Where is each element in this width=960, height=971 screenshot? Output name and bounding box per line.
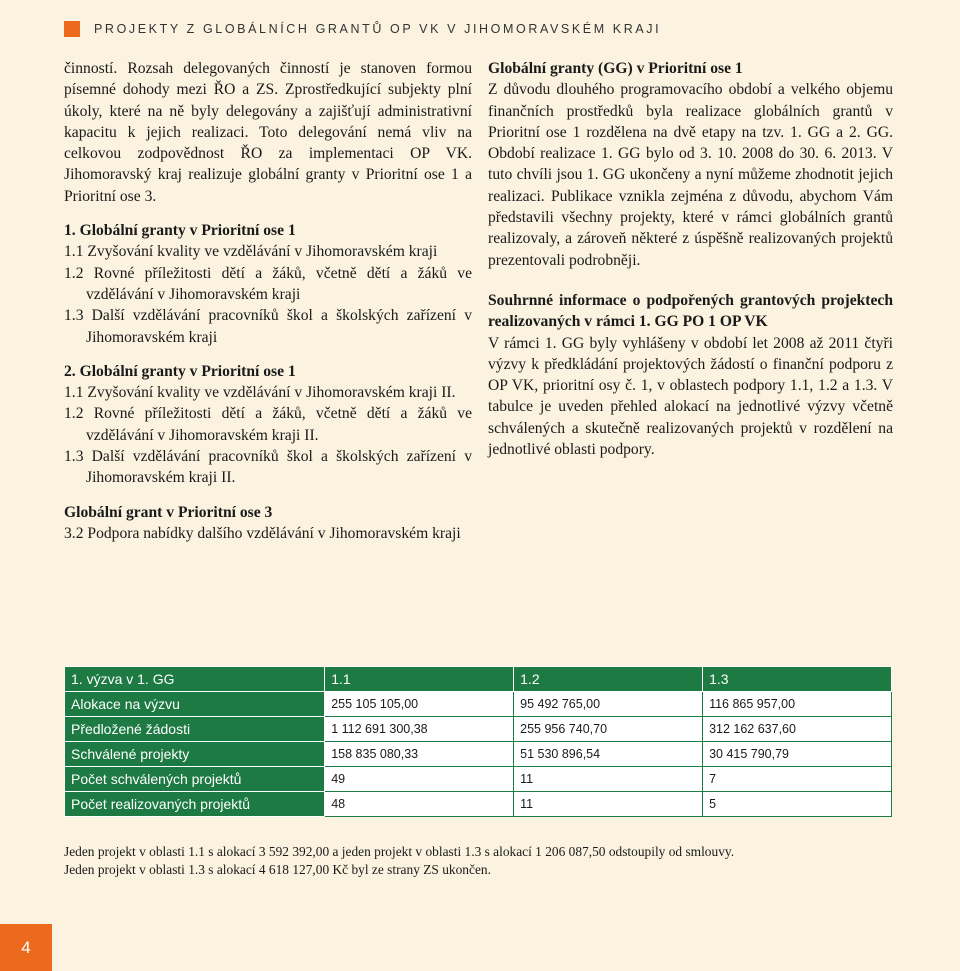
table-cell: 5 <box>703 792 892 817</box>
running-header-title: PROJEKTY Z GLOBÁLNÍCH GRANTŮ OP VK V JIHOMORAVSKÉM KRAJI <box>94 22 662 36</box>
right-paragraph-2: V rámci 1. GG byly vyhlášeny v období let 2008 až 2011 čtyři výzvy k předkládání projektových žádostí o finanční podporu z OP VK, prioritní osy č. 1, v oblastech podpory 1.1, 1.2 a 1.3. V tabulce je uveden přehled alokací na jednotlivé výzvy včetně schválených a skutečně realizovaných projektů v rozdělení na jednotlivé oblasti podpory. <box>488 334 893 459</box>
list-item: 3.2 Podpora nabídky dalšího vzdělávání v Jihomoravském kraji <box>64 524 461 542</box>
page-number: 4 <box>21 937 31 957</box>
table-cell: 11 <box>514 792 703 817</box>
right-column <box>488 58 893 460</box>
right-paragraph-1: Z důvodu dlouhého programovacího období a velkého objemu finančních prostředků byla realizace globálních grantů v Prioritní ose 1 rozdělena na dvě etapy na tzv. 1. GG a 2. GG. Období realizace 1. GG bylo od 3. 10. 2008 do 30. 6. 2013. V tuto chvíli jsou 1. GG ukončeny a nyní můžeme zhodnotit jejich realizaci. Publikace vznikla zejména z důvodu, abychom Vám představili všechny projekty, které v rámci globálních grantů realizovaly, a zároveň některé z úspěšně realizovaných projektů prezentovali podrobněji. <box>488 81 893 269</box>
right-heading-gg: Globální granty (GG) v Prioritní ose 1 <box>488 60 743 77</box>
table-row <box>65 767 892 792</box>
table-row <box>65 742 892 767</box>
table-header-cell: 1.1 <box>325 667 514 692</box>
footnote: Jeden projekt v oblasti 1.1 s alokací 3 592 392,00 a jeden projekt v oblasti 1.3 s alokací 1 206 087,50 odstoupily od smlouvy. <box>64 844 735 859</box>
intro-paragraph: činností. Rozsah delegovaných činností je stanoven formou písemné dohody mezi ŘO a ZS. Zprostředkující subjekty plní úkoly, které na ně byly delegovány a zajišťují administrativní kapacitu k jejich realizaci. Toto delegování nemá vliv na celkovou zodpovědnost ŘO za implementaci OP VK. Jihomoravský kraj realizuje globální granty v Prioritní ose 1 a Prioritní ose 3. <box>64 60 472 205</box>
table-notes <box>64 843 924 878</box>
table-cell: 116 865 957,00 <box>703 692 892 717</box>
table-cell: 95 492 765,00 <box>514 692 703 717</box>
section-heading-gg1: 1. Globální granty v Prioritní ose 1 <box>64 222 296 240</box>
row-label: Alokace na výzvu <box>65 692 325 717</box>
table-cell: 30 415 790,79 <box>703 742 892 767</box>
table-cell: 158 835 080,33 <box>325 742 514 767</box>
list-item: 1.2 Rovné příležitosti dětí a žáků, včetně dětí a žáků ve vzdělávání v Jihomoravském kraji II. <box>64 405 472 444</box>
list-item: 1.1 Zvyšování kvality ve vzdělávání v Jihomoravském kraji <box>64 243 438 261</box>
table-cell: 255 105 105,00 <box>325 692 514 717</box>
row-label: Schválené projekty <box>65 742 325 767</box>
table-header-cell: 1. výzva v 1. GG <box>65 667 325 692</box>
table-cell: 255 956 740,70 <box>514 717 703 742</box>
table-row <box>65 792 892 817</box>
list-item: 1.3 Další vzdělávání pracovníků škol a školských zařízení v Jihomoravském kraji <box>64 307 472 346</box>
running-header <box>64 20 661 38</box>
table-header-cell: 1.2 <box>514 667 703 692</box>
table-cell: 1 112 691 300,38 <box>325 717 514 742</box>
right-heading-summary: Souhrnné informace o podpořených grantových projektech realizovaných v rámci 1. GG PO 1 OP VK <box>488 291 893 331</box>
row-label: Počet schválených projektů <box>65 767 325 792</box>
table-cell: 49 <box>325 767 514 792</box>
table-row <box>65 692 892 717</box>
table-cell: 51 530 896,54 <box>514 742 703 767</box>
left-column <box>64 58 472 544</box>
page-number-box <box>0 924 52 971</box>
table-header-cell: 1.3 <box>703 667 892 692</box>
table-header-row <box>65 667 892 692</box>
list-item: 1.1 Zvyšování kvality ve vzdělávání v Jihomoravském kraji II. <box>64 384 456 402</box>
footnote: Jeden projekt v oblasti 1.3 s alokací 4 618 127,00 Kč byl ze strany ZS ukončen. <box>64 861 491 877</box>
table-row <box>65 717 892 742</box>
list-item: 1.3 Další vzdělávání pracovníků škol a školských zařízení v Jihomoravském kraji II. <box>64 448 472 487</box>
section-heading-gg2: 2. Globální granty v Prioritní ose 1 <box>64 362 296 380</box>
table-cell: 312 162 637,60 <box>703 717 892 742</box>
table-cell: 48 <box>325 792 514 817</box>
allocation-table <box>64 666 892 817</box>
list-item: 1.2 Rovné příležitosti dětí a žáků, včetně dětí a žáků ve vzdělávání v Jihomoravském kraji <box>64 264 472 303</box>
orange-square-icon <box>64 21 80 37</box>
table-cell: 11 <box>514 767 703 792</box>
row-label: Předložené žádosti <box>65 717 325 742</box>
table-cell: 7 <box>703 767 892 792</box>
row-label: Počet realizovaných projektů <box>65 792 325 817</box>
section-heading-po3: Globální grant v Prioritní ose 3 <box>64 503 273 521</box>
